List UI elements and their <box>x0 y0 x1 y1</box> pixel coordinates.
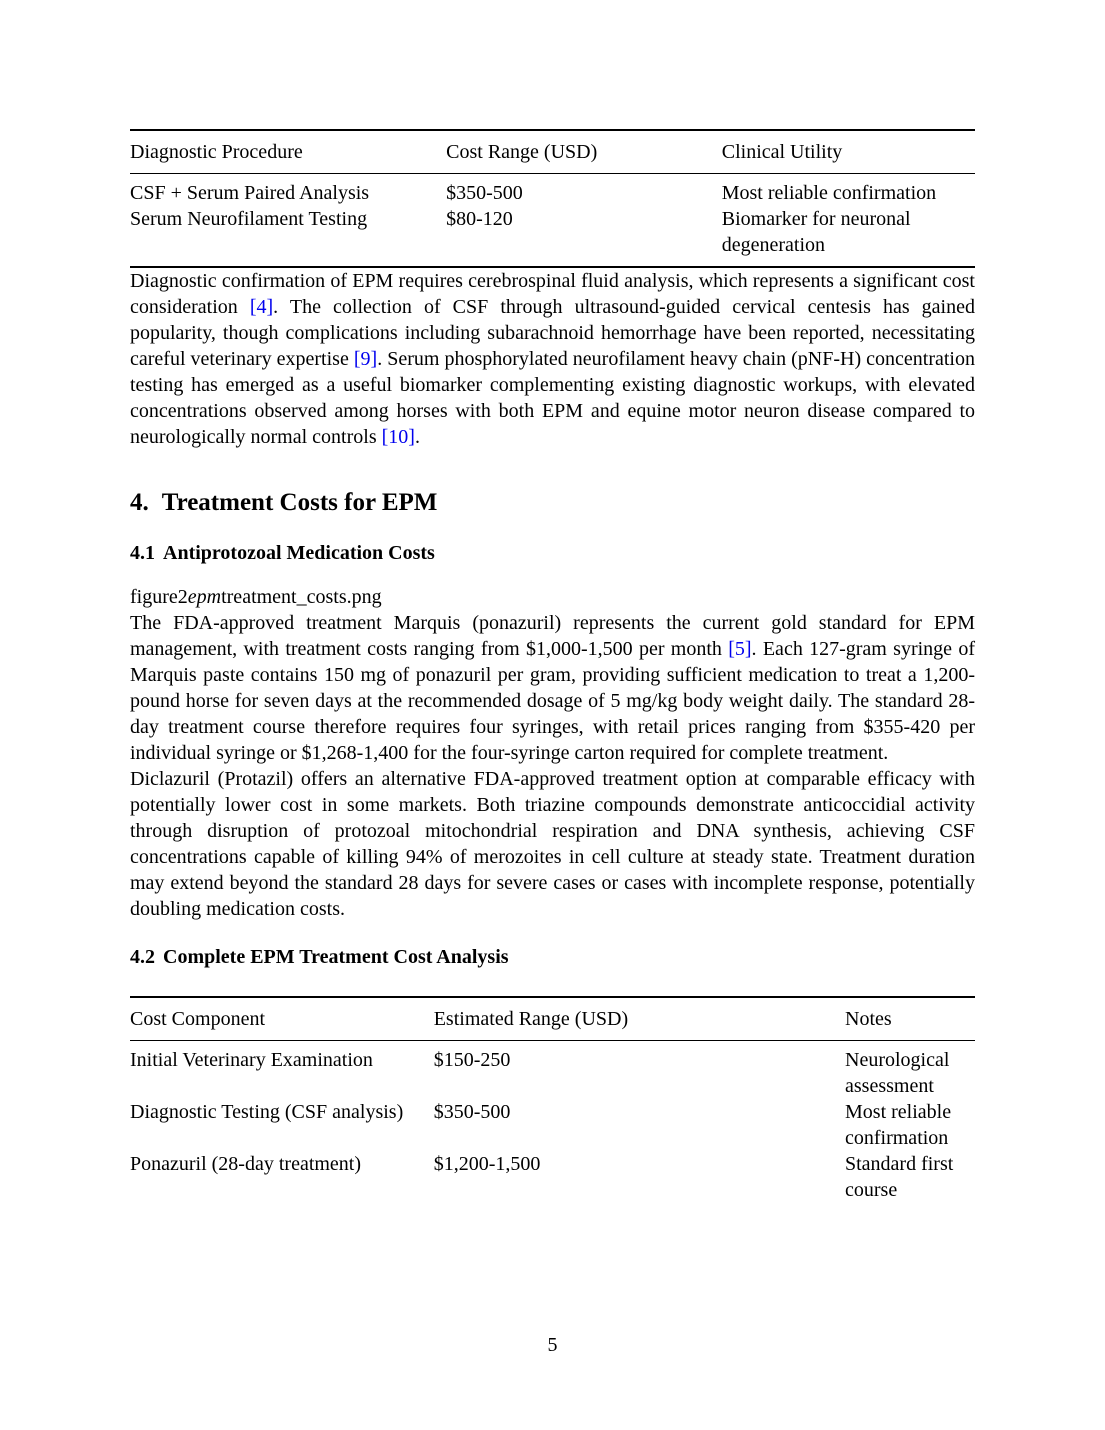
subsection-title: Complete EPM Treatment Cost Analysis <box>163 946 509 968</box>
table-header-row <box>130 997 975 1041</box>
table-cell: Neurological assessment <box>845 1049 950 1097</box>
table-cell: $150-250 <box>433 1049 511 1071</box>
section-4-2-heading <box>130 944 975 970</box>
citation-link[interactable]: [9] <box>353 348 378 370</box>
table-cell: Biomarker for neuronal degeneration <box>721 208 911 256</box>
table-header-row <box>130 130 975 174</box>
treatment-costs-table <box>130 996 975 1203</box>
table-cell: $350-500 <box>433 1101 511 1123</box>
table-header-cell: Notes <box>845 997 975 1041</box>
table-header-cell: Clinical Utility <box>722 130 975 174</box>
table-cell: $350-500 <box>446 182 523 204</box>
table-header-cell: Estimated Range (USD) <box>434 997 845 1041</box>
table-header-cell: Cost Component <box>130 997 434 1041</box>
paragraph-marquis-treatment <box>130 610 975 766</box>
text-run: . Serum phosphorylated neurofilament heavy chain (pNF-H) concentration testing has emerged as a useful biomarker complementing existing diagnostic workups, with elevated concentrations observed among horses with both EPM and equine motor neuron disease compared to neurologically normal controls <box>130 348 975 448</box>
citation-link[interactable]: [10] <box>381 426 415 448</box>
table-cell: $80-120 <box>446 208 513 230</box>
table-cell: Serum Neurofilament Testing <box>130 208 368 230</box>
italic-text: epm <box>187 586 222 608</box>
table-cell: Most reliable confirmation <box>721 182 937 204</box>
text-run: . Each 127-gram syringe of Marquis paste contains 150 mg of ponazuril per gram, providing sufficient medication to treat a 1,200-pound horse for seven days at the recommended dosage of 5 mg/kg body weight daily. The standard 28-day treatment course therefore requires four syringes, with retail prices ranging from $355-420 per individual syringe or $1,268-1,400 for the four-syringe carton required for complete treatment. <box>130 638 975 764</box>
table-row <box>130 1099 975 1151</box>
table-row <box>130 1041 975 1100</box>
subsection-number: 4.1 <box>130 542 155 564</box>
table-cell: CSF + Serum Paired Analysis <box>130 182 370 204</box>
text-run: Diagnostic confirmation of EPM requires cerebrospinal fluid analysis, which represents a significant cost consideration <box>130 270 975 318</box>
table-cell: Standard first course <box>845 1153 954 1201</box>
section-4-heading <box>130 488 975 518</box>
table-cell: Ponazuril (28-day treatment) <box>130 1153 362 1175</box>
section-title: Treatment Costs for EPM <box>161 489 438 516</box>
page-number: 5 <box>547 1334 558 1356</box>
text-run: treatment_costs.png <box>221 586 382 608</box>
text-run: The FDA-approved treatment Marquis (ponazuril) represents the current gold standard for EPM management, with treatment costs ranging from $1,000-1,500 per month <box>130 612 975 660</box>
text-run: figure2 <box>130 586 188 608</box>
section-4-1-heading <box>130 540 975 566</box>
table-cell: $1,200-1,500 <box>433 1153 541 1175</box>
table-row <box>130 206 975 267</box>
section-number: 4. <box>130 489 149 516</box>
table-header-cell: Cost Range (USD) <box>446 130 722 174</box>
table-cell: Initial Veterinary Examination <box>130 1049 373 1071</box>
table-cell: Most reliable confirmation <box>845 1101 952 1149</box>
subsection-title: Antiprotozoal Medication Costs <box>163 542 435 564</box>
subsection-number: 4.2 <box>130 946 155 968</box>
table-row <box>130 174 975 207</box>
table-row <box>130 1151 975 1203</box>
paragraph-diagnostic-confirmation <box>130 268 975 450</box>
table-header-cell: Diagnostic Procedure <box>130 130 446 174</box>
figure-placeholder-text <box>130 584 975 610</box>
text-run: . <box>414 426 420 448</box>
paragraph-diclazuril-alternative <box>130 766 975 922</box>
diagnostic-costs-table <box>130 129 975 268</box>
text-run: Diclazuril (Protazil) offers an alternative FDA-approved treatment option at comparable efficacy with potentially lower cost in some markets. Both triazine compounds demonstrate anticoccidial activity through disruption of protozoal mitochondrial respiration and DNA synthesis, achieving CSF concentrations capable of killing 94% of merozoites in cell culture at steady state. Treatment duration may extend beyond the standard 28 days for severe cases or cases with incomplete response, potentially doubling medication costs. <box>130 768 975 920</box>
citation-link[interactable]: [4] <box>249 296 274 318</box>
text-run: . The collection of CSF through ultrasound-guided cervical centesis has gained popularity, though complications including subarachnoid hemorrhage have been reported, necessitating careful veterinary expertise <box>130 296 975 370</box>
citation-link[interactable]: [5] <box>728 638 752 660</box>
table-cell: Diagnostic Testing (CSF analysis) <box>130 1101 404 1123</box>
